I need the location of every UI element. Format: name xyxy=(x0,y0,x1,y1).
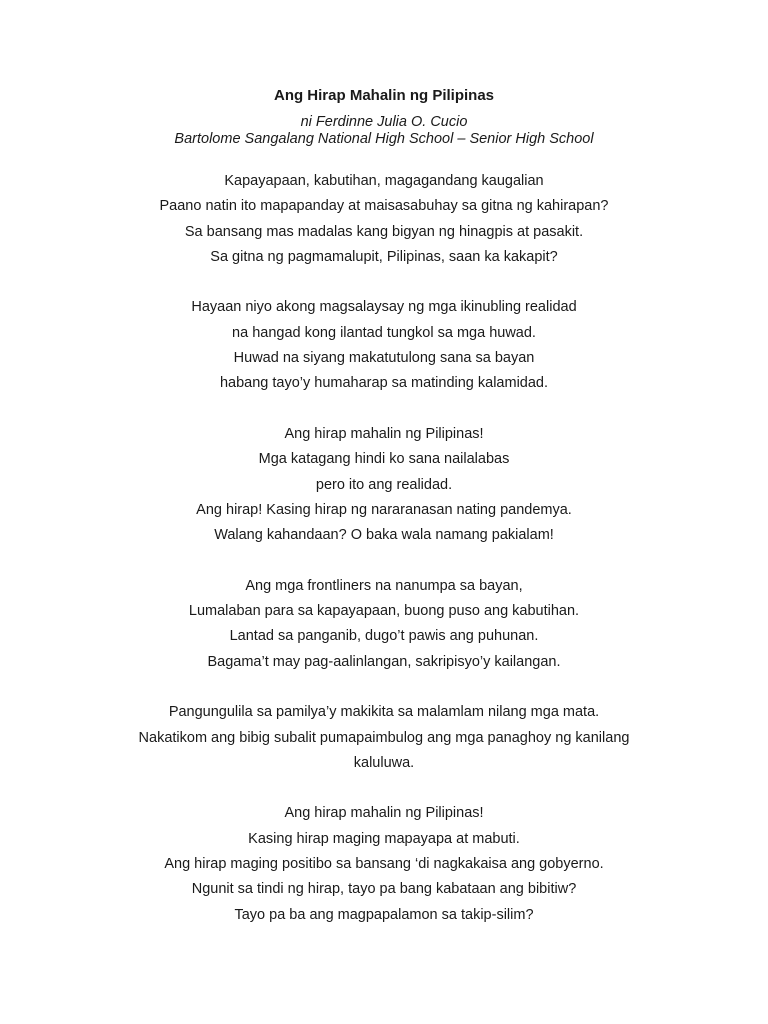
poem-line: Sa gitna ng pagmamalupit, Pilipinas, saan ka kakapit? xyxy=(210,248,558,265)
poem-line: Sa bansang mas madalas kang bigyan ng hinagpis at pasakit. xyxy=(184,223,584,240)
poem-line: Ang hirap maging positibo sa bansang ‘di nagkakaisa ang gobyerno. xyxy=(164,856,604,873)
poem-line: habang tayo’y humaharap sa matinding kalamidad. xyxy=(219,375,549,392)
stanza-3 xyxy=(0,422,768,548)
poem-line: Ang mga frontliners na nanumpa sa bayan, xyxy=(245,577,523,594)
poem-line: Pangungulila sa pamilya’y makikita sa malamlam nilang mga mata. xyxy=(168,704,600,721)
poem-line: kaluluwa. xyxy=(353,754,415,771)
poem-line: Mga katagang hindi ko sana nailalabas xyxy=(258,451,510,468)
poem-line: Paano natin ito mapapanday at maisasabuhay sa gitna ng kahirapan? xyxy=(159,198,609,215)
poem-line: Huwad na siyang makatutulong sana sa bayan xyxy=(233,350,535,367)
poem-line: Tayo pa ba ang magpapalamon sa takip-silim? xyxy=(234,906,534,923)
stanza-2 xyxy=(0,295,768,396)
stanza-5 xyxy=(0,700,768,776)
poem-line: Lantad sa panganib, dugo’t pawis ang puhunan. xyxy=(229,628,539,645)
poem-line: Ang hirap mahalin ng Pilipinas! xyxy=(284,425,484,442)
stanza-1 xyxy=(0,169,768,270)
poem-line: pero ito ang realidad. xyxy=(315,476,453,493)
poem-line: Ang hirap mahalin ng Pilipinas! xyxy=(284,805,484,822)
poem-line: na hangad kong ilantad tungkol sa mga huwad. xyxy=(232,324,536,341)
stanza-4 xyxy=(0,574,768,675)
poem-line: Ngunit sa tindi ng hirap, tayo pa bang kabataan ang bibitiw? xyxy=(191,881,577,898)
poem-body xyxy=(0,169,768,953)
poem-line: Bagama’t may pag-aalinlangan, sakripisyo’y kailangan. xyxy=(207,653,561,670)
poem-line: Kapayapaan, kabutihan, magagandang kaugalian xyxy=(224,173,544,189)
poem-line: Lumalaban para sa kapayapaan, buong puso ang kabutihan. xyxy=(188,603,580,620)
poem-line: Kasing hirap maging mapayapa at mabuti. xyxy=(248,830,520,847)
stanza-6 xyxy=(0,801,768,927)
poem-line: Nakatikom ang bibig subalit pumapaimbulog ang mga panaghoy ng kanilang xyxy=(138,729,630,746)
poem-line: Ang hirap! Kasing hirap ng nararanasan nating pandemya. xyxy=(196,501,572,518)
author-byline: ni Ferdinne Julia O. Cucio xyxy=(300,114,468,130)
school-name: Bartolome Sangalang National High School – Senior High School xyxy=(174,131,594,147)
poem-line: Hayaan niyo akong magsalaysay ng mga ikinubling realidad xyxy=(191,299,577,316)
poem-line: Walang kahandaan? O baka wala namang pakialam! xyxy=(214,527,554,544)
poem-title: Ang Hirap Mahalin ng Pilipinas xyxy=(273,87,495,104)
